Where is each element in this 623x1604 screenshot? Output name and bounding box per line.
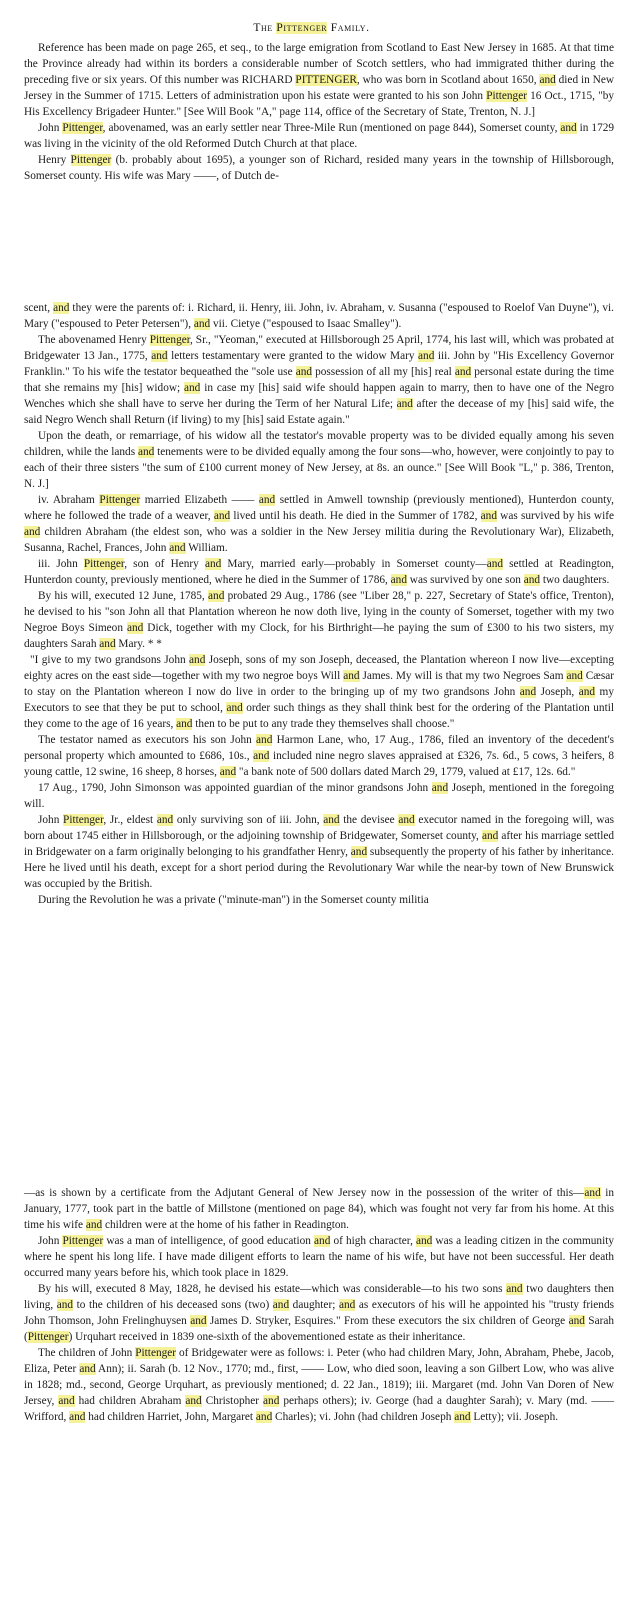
- paragraph: iv. Abraham Pittenger married Elizabeth —— and settled in Amwell township (previously mentioned), Hunterdon county, where he followed the trade of a weaver, and lived until his death. He died in the Summer of 1782, and was survived by his wife and children Abraham (the eldest son, who was a soldier in the New Jersey militia during the Revolutionary War), Elizabeth, Susanna, Rachel, Frances, John and William.: [24, 494, 615, 554]
- paragraph: During the Revolution he was a private ("minute-man") in the Somerset county militia: [38, 894, 429, 906]
- search-highlight: and: [184, 382, 201, 394]
- search-highlight: and: [506, 1283, 523, 1295]
- search-highlight: and: [486, 558, 504, 570]
- search-highlight: and: [454, 366, 472, 378]
- paragraph: Upon the death, or remarriage, of his widow all the testator's movable property was to be divided equally among his seven children, while the lands and tenements were to be divided equally among the four sons—who, however, were conjointly to pay to each of their three sisters "the sum of £100 current money of New Jersey, at 8s. an ounce." [See Will Book "L," p. 386, Trenton, N. J.]: [24, 430, 614, 490]
- search-highlight: and: [539, 74, 556, 86]
- search-highlight: Pittenger: [62, 1235, 104, 1247]
- search-highlight: and: [314, 1235, 331, 1247]
- paragraph: By his will, executed 12 June, 1785, and probated 29 Aug., 1786 (see "Liber 28," p. 227, Secretary of State's office, Trenton), he devised to his "son John all that Plantation whereon he now doth live, lying in the county of Somerset, together with my two Negroe Boys Simeon and Dick, together with my Clock, for his Birthright—he paying the sum of £300 to his two sisters, my daughters Sarah and Mary. * *: [24, 590, 614, 650]
- search-highlight: and: [338, 1299, 356, 1311]
- search-highlight: Pittenger: [99, 494, 141, 506]
- search-highlight: and: [519, 686, 537, 698]
- paragraph: scent, and they were the parents of: i. Richard, ii. Henry, iii. John, iv. Abraham, v. Susanna ("espoused to Roelof Van Duyne"), vi. Mary ("espoused to Peter Petersen"), and vii. Cietye ("espoused to Isaac Smalley").: [24, 302, 614, 330]
- search-highlight: and: [189, 654, 206, 666]
- page-title: [0, 22, 623, 34]
- search-highlight: and: [58, 1395, 75, 1407]
- search-highlight: and: [323, 814, 340, 826]
- search-highlight: Pittenger: [135, 1347, 177, 1359]
- search-highlight: Pittenger: [62, 122, 103, 134]
- search-highlight: and: [255, 1411, 273, 1423]
- search-highlight: Pittenger: [149, 334, 191, 346]
- paragraph: The children of John Pittenger of Bridgewater were as follows: i. Peter (who had children Mary, John, Abraham, Phebe, Jacob, Eliza, Peter and Ann); ii. Sarah (b. 12 Nov., 1770; md., first, —— Low, who died soon, leaving a son Gilbert Low, who was alive in 1828; md., second, George Urquhart, as previously mentioned; d. 22 Jan., 1819); iii. Margaret (md. John Van Doren of New Jersey, and had children Abraham and Christopher and perhaps others); iv. George (had a daughter Sarah); v. Mary (md. —— Wrifford, and had children Harriet, John, Margaret and Charles); vi. John (had children Joseph and Letty); vii. Joseph.: [24, 1347, 615, 1423]
- search-highlight: and: [190, 1315, 207, 1327]
- paragraph: John Pittenger, Jr., eldest and only surviving son of iii. John, and the devisee and executor named in the foregoing will, was born about 1745 either in Hillsborough, or the adjoining township of Bridgewater, Somerset county, and after his marriage settled in Bridgewater on a farm originally belonging to his grandfather Henry, and subsequently the property of his father by inheritance. Here he lived until his death, except for a short period during the Revolutionary War while the near-by town of New Brunswick was occupied by the British.: [24, 814, 614, 890]
- search-highlight: and: [169, 542, 186, 554]
- search-highlight: and: [418, 350, 435, 362]
- search-highlight: and: [481, 830, 499, 842]
- title-surname: Pittenger: [276, 22, 328, 34]
- search-highlight: and: [523, 574, 541, 586]
- paragraph: John Pittenger was a man of intelligence, of good education and of high character, and was a leading citizen in the community where he spent his long life. I have made diligent efforts to learn the name of his wife, but have not been successful. Her death occurred many years before his, which took place in 1829.: [24, 1235, 614, 1279]
- search-highlight: and: [85, 1219, 103, 1231]
- search-highlight: and: [343, 670, 360, 682]
- paragraph: iii. John Pittenger, son of Henry and Mary, married early—probably in Somerset county—and settled at Readington, Hunterdon county, previously mentioned, where he died in the Summer of 1786, and was survived by one son and two daughters.: [24, 558, 614, 586]
- search-highlight: and: [295, 366, 313, 378]
- search-highlight: and: [263, 1395, 280, 1407]
- search-highlight: and: [480, 510, 497, 522]
- paragraph: John Pittenger, abovenamed, was an early settler near Three-Mile Run (mentioned on page 844), Somerset county, and in 1729 was living in the vicinity of the old Reformed Dutch Church at that place.: [24, 122, 615, 150]
- search-highlight: Pittenger: [63, 814, 104, 826]
- search-highlight: and: [204, 558, 222, 570]
- search-highlight: and: [99, 638, 116, 650]
- search-highlight: and: [253, 750, 270, 762]
- paragraph: By his will, executed 8 May, 1828, he devised his estate—which was considerable—to his two sons and two daughters then living, and to the children of his deceased sons (two) and daughter; and as executors of his will he appointed his "trusty friends John Thomson, John Frelinghuysen and James D. Stryker, Esquires." From these executors the six children of George and Sarah (Pittenger) Urquhart received in 1839 one-sixth of the abovementioned estate as their inheritance.: [24, 1283, 615, 1343]
- search-highlight: and: [176, 718, 193, 730]
- search-highlight: and: [137, 446, 155, 458]
- search-highlight: Pittenger: [486, 90, 527, 102]
- paragraph: Henry Pittenger (b. probably about 1695), a younger son of Richard, resided many years in the township of Hillsborough, Somerset county. His wife was Mary ——, of Dutch de-: [24, 154, 614, 182]
- title-suffix: Family.: [327, 22, 370, 34]
- search-highlight: and: [390, 574, 407, 586]
- search-highlight: and: [416, 1235, 433, 1247]
- search-highlight: and: [24, 526, 41, 538]
- paragraph: Reference has been made on page 265, et seq., to the large emigration from Scotland to East New Jersey in 1685. At that time the Province already had within its borders a considerable number of Scotch settlers, who had immigrated thither during the preceding five or six years. Of this number was RICHARD PITTENGER, who was born in Scotland about 1650, and died in New Jersey in the Summer of 1715. Letters of administration upon his estate were granted to his son John Pittenger 16 Oct., 1715, "by His Excellency Brigadeer Hunter." [See Will Book "A," page 114, office of the Secretary of State, Trenton, N. J.]: [24, 42, 614, 118]
- search-highlight: and: [208, 590, 225, 602]
- search-highlight: and: [213, 510, 231, 522]
- search-highlight: and: [566, 670, 583, 682]
- paragraph: The abovenamed Henry Pittenger, Sr., "Yeoman," executed at Hillsborough 25 April, 1774, his last will, which was probated at Bridgewater 13 Jan., 1775, and letters testamentary were granted to the widow Mary and iii. John by "His Excellency Governor Franklin." To his wife the testator bequeathed the "sole use and possession of all my [his] real and personal estate during the time that she remains my [his] widow; and in case my [his] said wife should happen again to marry, then to have one of the Negro Wenches which she shall have to serve her during the Term of her Natural Life; and after the decease of my [his] said wife, the said Negro Wench shall Return (if living) to my [his] said Estate again.": [24, 334, 615, 426]
- search-highlight: and: [256, 734, 273, 746]
- paragraph: 17 Aug., 1790, John Simonson was appointed guardian of the minor grandsons John and Joseph, mentioned in the foregoing will.: [24, 782, 614, 810]
- text-section-2: [24, 300, 614, 908]
- search-highlight: and: [193, 318, 211, 330]
- search-highlight: and: [151, 350, 168, 362]
- search-highlight: and: [53, 302, 70, 314]
- search-highlight: and: [431, 782, 449, 794]
- search-highlight: and: [69, 1411, 86, 1423]
- quoted-paragraph: "I give to my two grandsons John and Joseph, sons of my son Joseph, deceased, the Plantation whereon I now live—excepting eighty acres on the east side—together with my two negroe boys Will and James. My will is that my two Negroes Sam and Cæsar to stay on the Plantation whereon I now do live in order to the bringing up of my two grandsons John and Joseph, and my Executors to see that they be put to school, and order such things as they shall think best for the ordering of the Plantation until they come to the age of 16 years, and then to be put to any trade they themselves shall choose.": [24, 654, 614, 730]
- paragraph: —as is shown by a certificate from the Adjutant General of New Jersey now in the possession of the writer of this—and in January, 1777, took part in the battle of Millstone (mentioned on page 84), which was fought not very far from his home. At this time his wife and children were at the home of his father in Readington.: [24, 1187, 614, 1231]
- search-highlight: and: [454, 1411, 471, 1423]
- search-highlight: and: [350, 846, 368, 858]
- search-highlight: and: [219, 766, 237, 778]
- text-section-1: [24, 40, 614, 184]
- search-highlight: Pittenger: [27, 1331, 69, 1343]
- search-highlight: and: [578, 686, 596, 698]
- search-highlight: Pittenger: [70, 154, 112, 166]
- search-highlight: and: [156, 814, 174, 826]
- search-highlight: Pittenger: [83, 558, 125, 570]
- search-highlight: and: [126, 622, 144, 634]
- search-highlight: and: [226, 702, 243, 714]
- title-prefix: The: [253, 22, 277, 34]
- search-highlight: and: [396, 398, 413, 410]
- search-highlight: and: [79, 1363, 96, 1375]
- search-highlight: and: [56, 1299, 74, 1311]
- text-section-3: [24, 1185, 614, 1425]
- search-highlight: and: [185, 1395, 202, 1407]
- search-highlight: and: [584, 1187, 601, 1199]
- search-highlight: and: [272, 1299, 290, 1311]
- search-highlight: and: [560, 122, 577, 134]
- search-highlight: and: [398, 814, 415, 826]
- search-highlight: and: [258, 494, 276, 506]
- search-highlight: and: [568, 1315, 585, 1327]
- search-highlight: PITTENGER: [295, 74, 357, 86]
- paragraph: The testator named as executors his son John and Harmon Lane, who, 17 Aug., 1786, filed an inventory of the decedent's personal property which amounted to £686, 10s., and included nine negro slaves appraised at £326, 7s. 6d., 5 cows, 3 heifers, 8 young cattle, 12 swine, 16 sheep, 8 horses, and "a bank note of 500 dollars dated March 29, 1779, valued at £17, 12s. 6d.": [24, 734, 614, 778]
